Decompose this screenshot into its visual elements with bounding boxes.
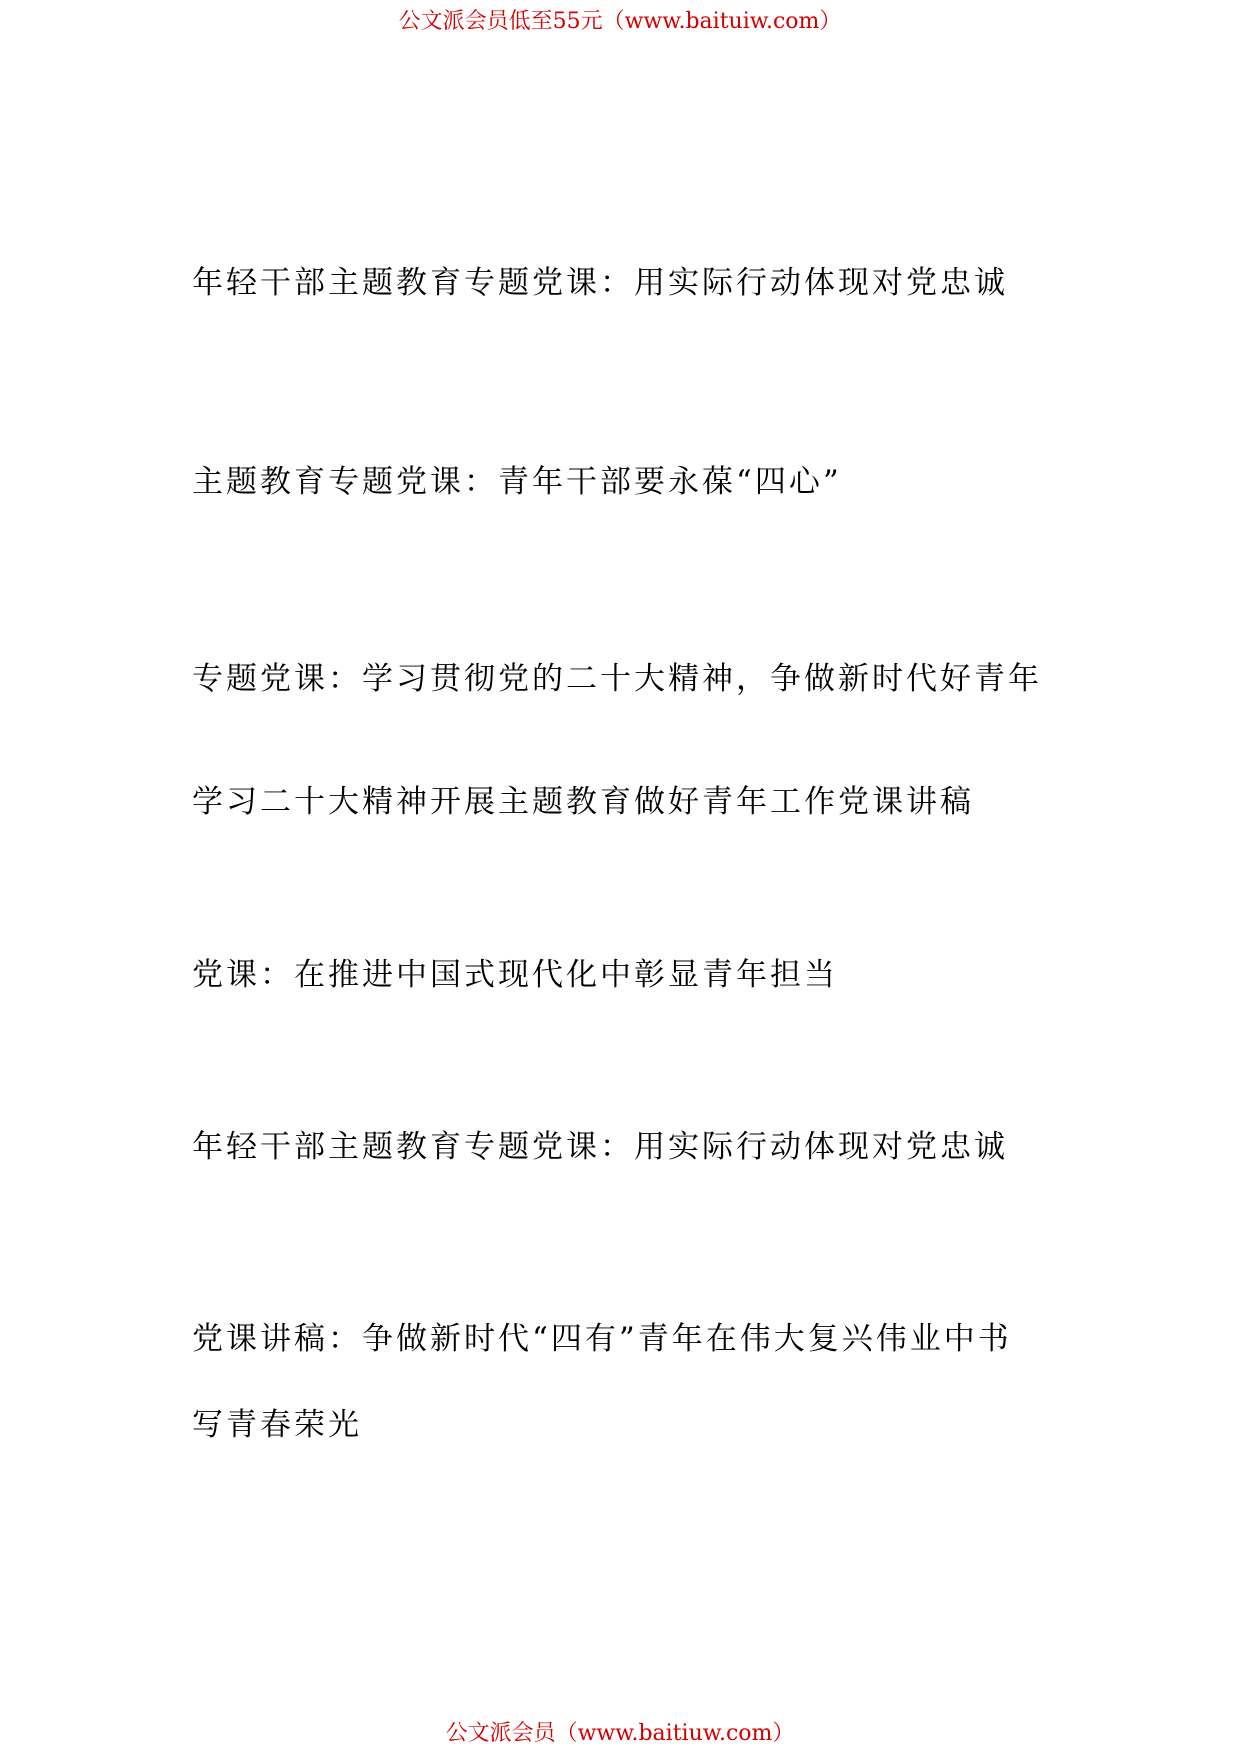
- document-line: 专题党课：学习贯彻党的二十大精神，争做新时代好青年: [192, 661, 1042, 697]
- document-line: 年轻干部主题教育专题党课：用实际行动体现对党忠诚: [192, 265, 1008, 301]
- document-line: 党课讲稿：争做新时代“四有”青年在伟大复兴伟业中书: [192, 1321, 1012, 1357]
- header-promo-link[interactable]: 公文派会员低至55元（www.baituiw.com）: [398, 9, 842, 34]
- footer-promo-link[interactable]: 公文派会员（www.baitiuw.com）: [445, 1721, 795, 1746]
- document-line: 年轻干部主题教育专题党课：用实际行动体现对党忠诚: [192, 1129, 1008, 1165]
- document-line: 写青春荣光: [192, 1407, 362, 1443]
- document-line: 学习二十大精神开展主题教育做好青年工作党课讲稿: [192, 784, 974, 820]
- document-line: 党课：在推进中国式现代化中彰显青年担当: [192, 957, 838, 993]
- document-line: 主题教育专题党课：青年干部要永葆“四心”: [192, 464, 842, 500]
